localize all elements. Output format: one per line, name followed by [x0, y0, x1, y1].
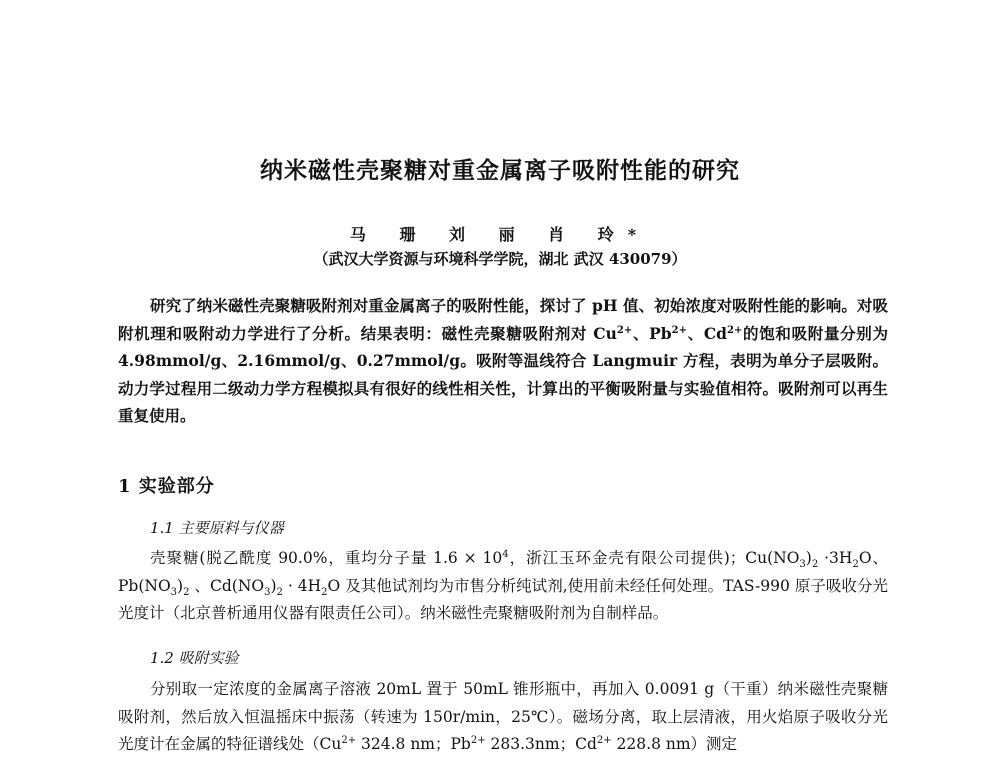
subscript: 3: [799, 559, 806, 571]
text: ): [805, 549, 812, 567]
subscript: 3: [264, 586, 271, 598]
text: · 4H: [282, 576, 322, 595]
affiliation: （武汉大学资源与环境科学学院，湖北 武汉 430079）: [313, 250, 687, 268]
subscript: 2: [811, 559, 819, 571]
text: O、Pb(NO: [118, 549, 888, 595]
text: ，浙江玉环金壳有限公司提供)；Cu(NO: [508, 549, 800, 567]
materials-paragraph: [118, 545, 888, 628]
ion-charge: 2+: [727, 324, 743, 336]
text: ·3H: [818, 549, 853, 567]
ion-charge: 2+: [616, 324, 633, 336]
subscript: 2: [183, 586, 190, 598]
ion-charge: 2+: [470, 734, 486, 746]
text: 壳聚糖(脱乙酰度 90.0%，重均分子量 1.6 × 10: [150, 549, 503, 567]
abstract-text-2: 的饱和吸附量分别为 4.98mmol/g、2.16mmol/g、0.27mmol/g。吸附等温线符合 Langmuir 方程，表明为单分子层吸附。动力学过程用二级动力学方程模拟具有很好的线性相关性，计算出的平衡吸附量与实验值相符。吸附剂可以再生重复使用。: [118, 323, 888, 425]
subsection-heading: 1.2 吸附实验: [150, 649, 239, 667]
abstract-separator: 、Pb: [632, 323, 672, 343]
subscript: 2: [852, 559, 859, 571]
subscript: 3: [170, 586, 178, 598]
abstract-text-1: 研究了纳米磁性壳聚糖吸附剂对重金属离子的吸附性能，探讨了 pH 值、初始浓度对吸附性能的影响。对吸附机理和吸附动力学进行了分析。结果表明：磁性壳聚糖吸附剂对 Cu: [118, 296, 888, 343]
subscript: 2: [276, 586, 283, 598]
text: 、Cd(NO: [189, 576, 265, 595]
text: 324.8 nm；Pb: [356, 735, 471, 753]
author-list: 马 珊 刘 丽 肖 玲*: [349, 225, 651, 244]
text: 分别取一定浓度的金属离子溶液 20mL 置于 50mL 锥形瓶中，再加入 0.0091 g（干重）纳米磁性壳聚糖吸附剂，然后放入恒温摇床中振荡（转速为 150r/min，25℃）。磁场分离，取上层清液，用火焰原子吸收分光光度计在金属的特征谱线处（Cu: [118, 680, 888, 753]
paper-title: 纳米磁性壳聚糖对重金属离子吸附性能的研究: [260, 157, 740, 184]
exponent: 4: [502, 548, 509, 560]
ion-charge: 2+: [671, 324, 687, 336]
subsection-heading: 1.1 主要原料与仪器: [150, 519, 284, 537]
text: ): [177, 576, 184, 595]
text: O 及其他试剂均为市售分析纯试剂,使用前未经任何处理。TAS-990 原子吸收分光光度计（北京普析通用仪器有限责任公司）。纳米磁性壳聚糖吸附剂为自制样品。: [118, 576, 888, 622]
abstract-separator: 、Cd: [686, 323, 728, 343]
section-heading: 1 实验部分: [118, 476, 215, 497]
ion-charge: 2+: [596, 734, 612, 746]
subscript: 2: [321, 586, 328, 598]
ion-charge: 2+: [341, 734, 357, 746]
text: ): [270, 576, 277, 595]
text: 283.3nm；Cd: [485, 735, 597, 753]
adsorption-paragraph: [118, 676, 888, 759]
abstract-paragraph: [118, 292, 888, 430]
text: 228.8 nm）测定: [611, 735, 738, 753]
